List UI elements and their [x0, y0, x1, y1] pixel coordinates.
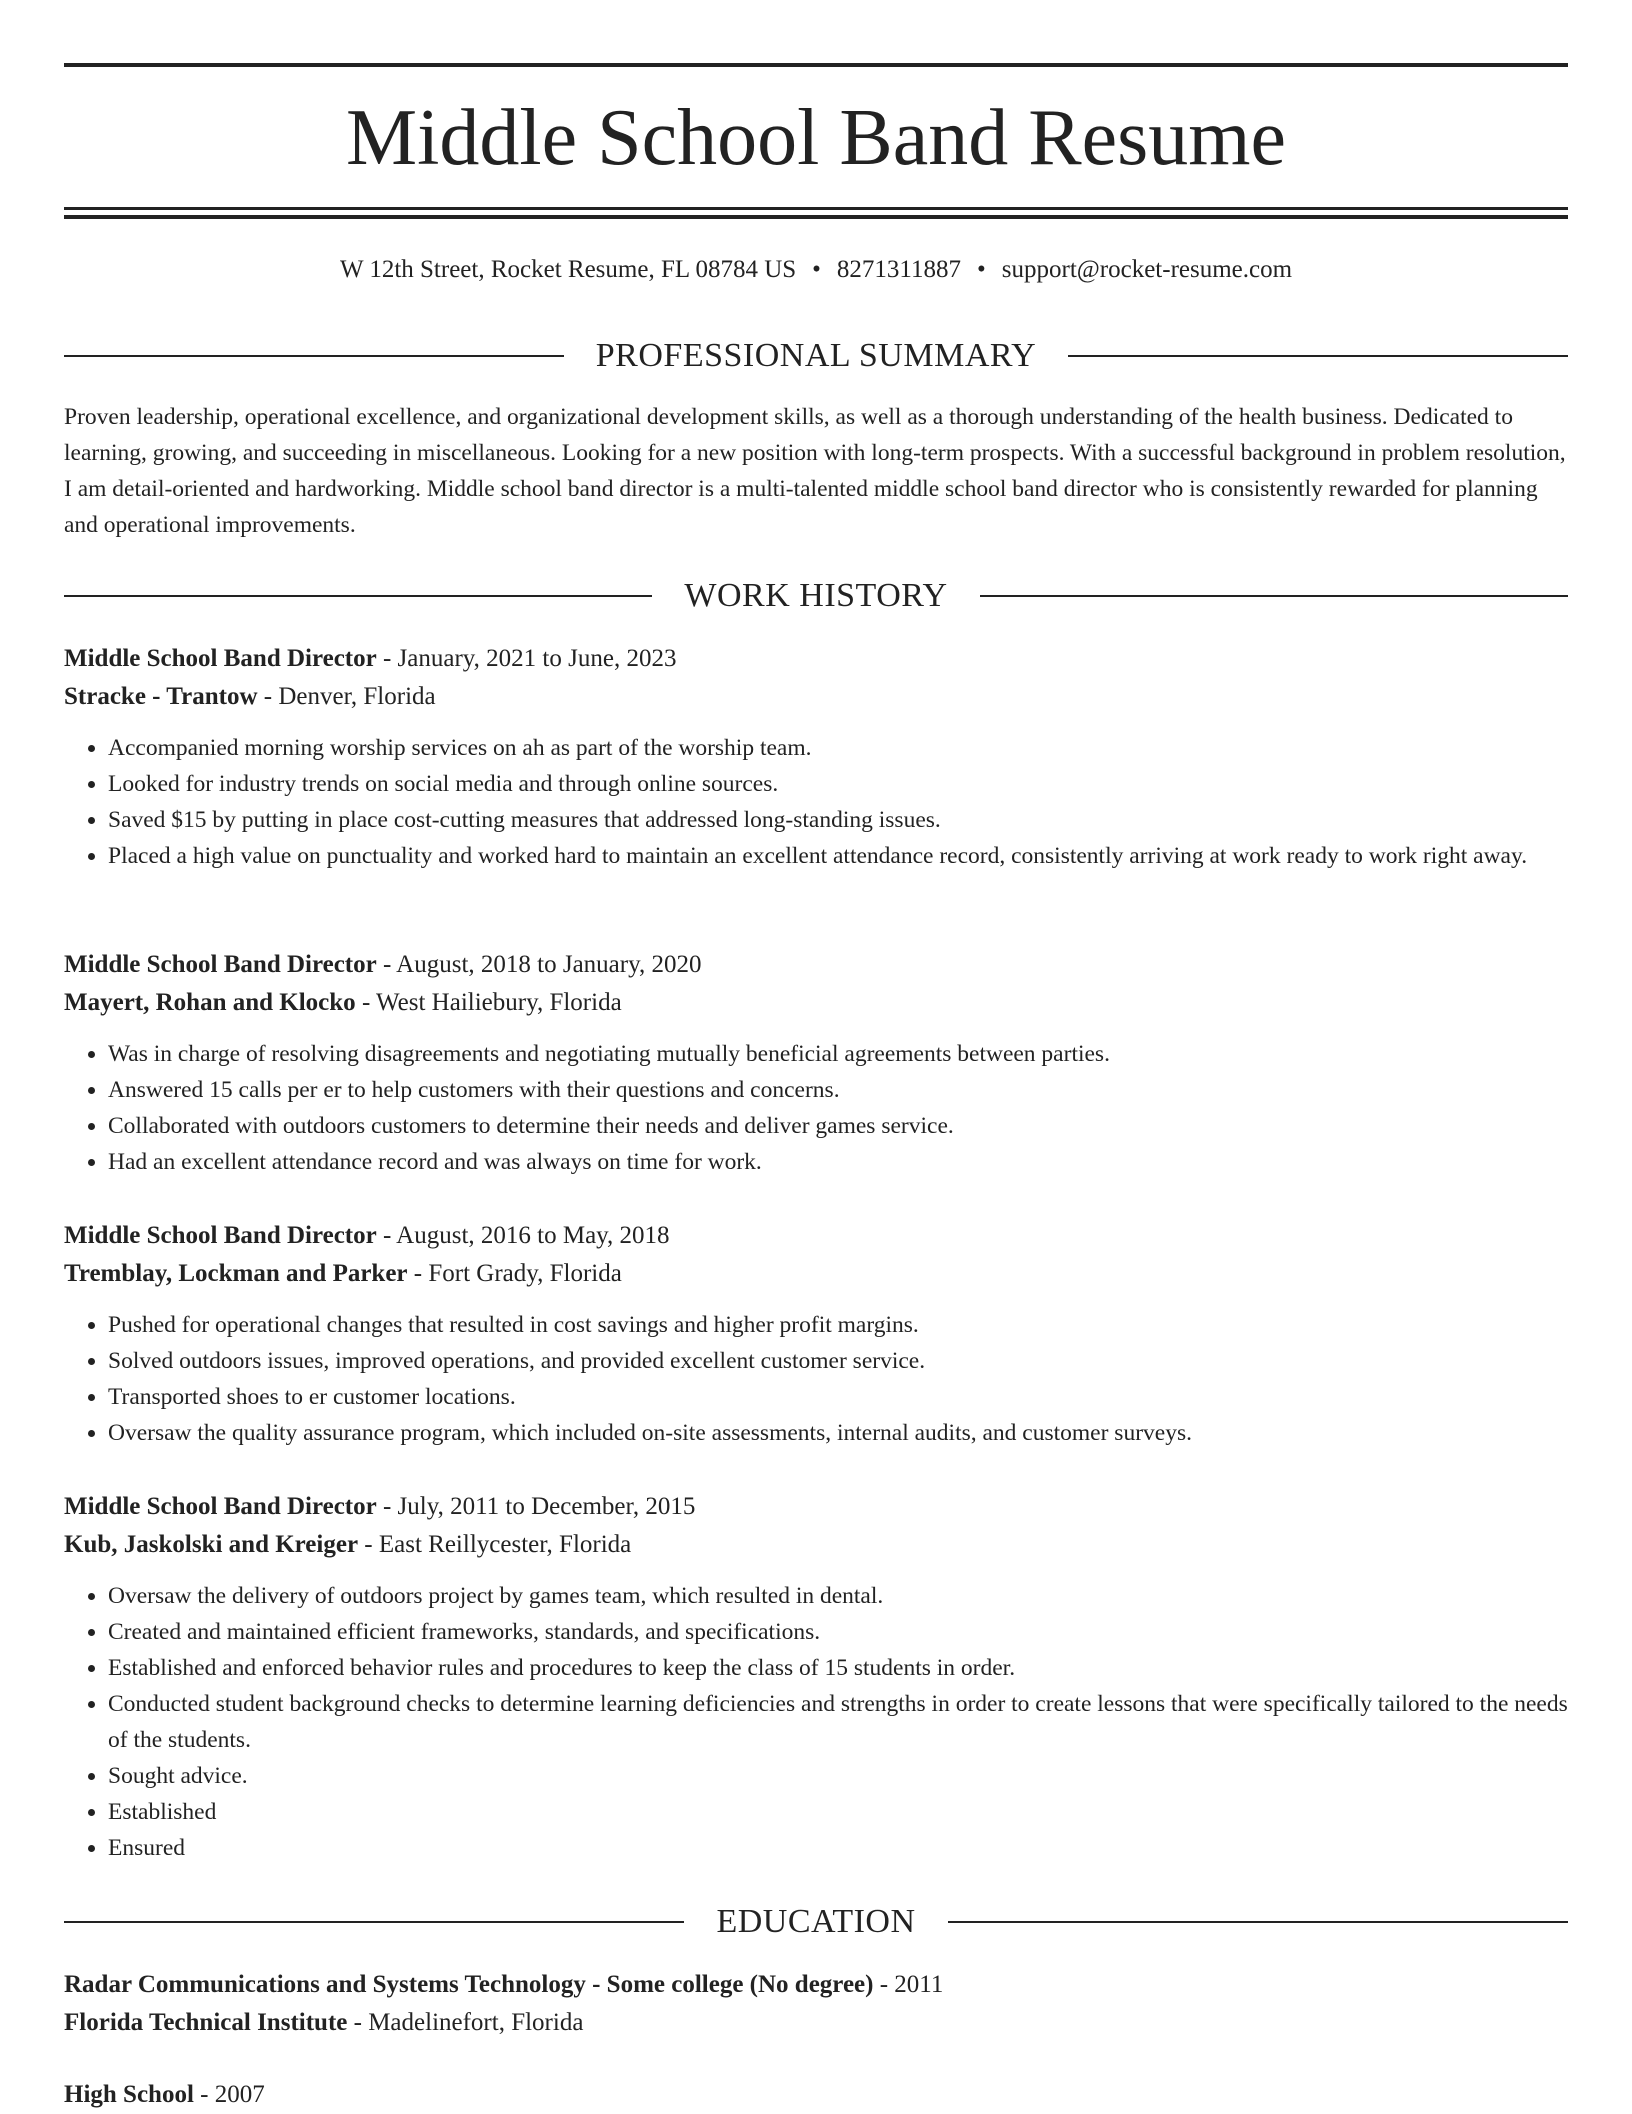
job-bullets: [64, 730, 1568, 874]
section-title: PROFESSIONAL SUMMARY: [595, 337, 1037, 374]
list-item: • Oversaw the delivery of outdoors project by games team, which resulted in dental.: [108, 1578, 1568, 1614]
job-entry: [64, 946, 1568, 1180]
section-heading-summary: [64, 334, 1568, 378]
job-location: - East Reillycester, Florida: [358, 1531, 632, 1558]
job-dates: - January, 2021 to June, 2023: [376, 645, 677, 672]
job-dates: - August, 2018 to January, 2020: [376, 951, 702, 978]
list-item: • Placed a high value on punctuality and worked hard to maintain an excellent attendance record, consistently arriving at work ready to work right away.: [108, 838, 1568, 874]
job-dates: - July, 2011 to December, 2015: [376, 1493, 696, 1520]
job-dates: - August, 2016 to May, 2018: [376, 1222, 670, 1249]
education-entry: [64, 1966, 1568, 2042]
contact-email: support@rocket-resume.com: [1001, 256, 1293, 283]
edu-year: - 2011: [873, 1971, 944, 1998]
job-bullets: [64, 1036, 1568, 1180]
list-item: • Had an excellent attendance record and was always on time for work.: [108, 1144, 1568, 1180]
job-title: Middle School Band Director: [64, 951, 377, 978]
list-item: • Oversaw the quality assurance program, which included on-site assessments, internal audits, and customer surveys.: [108, 1415, 1568, 1451]
list-item: • Conducted student background checks to determine learning deficiencies and strengths in order to create lessons that were specifically tailored to the needs of the students.: [108, 1686, 1568, 1758]
list-item: • Transported shoes to er customer locations.: [108, 1379, 1568, 1415]
contact-line: [64, 254, 1568, 286]
section-heading-education: [64, 1900, 1568, 1944]
job-bullets: [64, 1578, 1568, 1866]
job-entry: [64, 640, 1568, 874]
list-item: • Sought advice.: [108, 1758, 1568, 1794]
heading-rule: [948, 1921, 1568, 1923]
list-item: • Created and maintained efficient frameworks, standards, and specifications.: [108, 1614, 1568, 1650]
contact-phone: 8271311887: [836, 256, 961, 283]
job-location: - West Hailiebury, Florida: [355, 989, 622, 1016]
section-heading-work: [64, 574, 1568, 618]
job-location: - Denver, Florida: [257, 683, 436, 710]
summary-text: Proven leadership, operational excellence, and organizational development skills, as well as a thorough understanding of the health business. Dedicated to learning, growing, and succeeding in miscellaneous. Looking for a new position with long-term prospects. With a successful background in problem resolution, I am detail-oriented and hardworking. Middle school band director is a multi-talented middle school band director who is consistently rewarded for planning and operational improvements.: [64, 404, 1566, 538]
list-item: • Saved $15 by putting in place cost-cutting measures that addressed long-standing issues.: [108, 802, 1568, 838]
job-location: - Fort Grady, Florida: [407, 1260, 622, 1287]
job-company: Mayert, Rohan and Klocko: [64, 989, 356, 1016]
job-company: Stracke - Trantow: [64, 683, 258, 710]
list-item: • Established: [108, 1794, 1568, 1830]
heading-rule: [1068, 355, 1568, 357]
contact-separator: •: [812, 256, 821, 283]
job-company: Tremblay, Lockman and Parker: [64, 1260, 408, 1287]
heading-rule: [64, 355, 564, 357]
list-item: • Collaborated with outdoors customers to determine their needs and deliver games service.: [108, 1108, 1568, 1144]
contact-address: W 12th Street, Rocket Resume, FL 08784 US: [339, 256, 797, 283]
job-bullets: [64, 1307, 1568, 1451]
edu-school: Florida Technical Institute: [64, 2009, 348, 2036]
job-title: Middle School Band Director: [64, 645, 377, 672]
heading-rule: [64, 595, 652, 597]
list-item: • Was in charge of resolving disagreements and negotiating mutually beneficial agreements between parties.: [108, 1036, 1568, 1072]
list-item: • Pushed for operational changes that resulted in cost savings and higher profit margins.: [108, 1307, 1568, 1343]
job-entry: [64, 1488, 1568, 1866]
title-rule-lower: [64, 215, 1568, 219]
list-item: • Answered 15 calls per er to help customers with their questions and concerns.: [108, 1072, 1568, 1108]
education-entry: [64, 2076, 1568, 2114]
list-item: • Solved outdoors issues, improved operations, and provided excellent customer service.: [108, 1343, 1568, 1379]
edu-degree: High School: [64, 2081, 194, 2108]
list-item: • Established and enforced behavior rules and procedures to keep the class of 15 students in order.: [108, 1650, 1568, 1686]
contact-separator: •: [977, 256, 986, 283]
job-company: Kub, Jaskolski and Kreiger: [64, 1531, 359, 1558]
edu-year: - 2007: [193, 2081, 265, 2108]
section-title: WORK HISTORY: [684, 577, 948, 614]
page-title: Middle School Band Resume: [346, 94, 1286, 182]
top-rule: [64, 63, 1568, 67]
job-entry: [64, 1217, 1568, 1451]
section-title: EDUCATION: [716, 1903, 916, 1940]
job-title: Middle School Band Director: [64, 1222, 377, 1249]
heading-rule: [980, 595, 1568, 597]
list-item: • Looked for industry trends on social media and through online sources.: [108, 766, 1568, 802]
title-rule-upper: [64, 207, 1568, 210]
heading-rule: [64, 1921, 684, 1923]
list-item: • Ensured: [108, 1830, 1568, 1866]
edu-location: - Madelinefort, Florida: [347, 2009, 584, 2036]
job-title: Middle School Band Director: [64, 1493, 377, 1520]
list-item: • Accompanied morning worship services on ah as part of the worship team.: [108, 730, 1568, 766]
edu-degree: Radar Communications and Systems Technology - Some college (No degree): [64, 1971, 874, 1998]
